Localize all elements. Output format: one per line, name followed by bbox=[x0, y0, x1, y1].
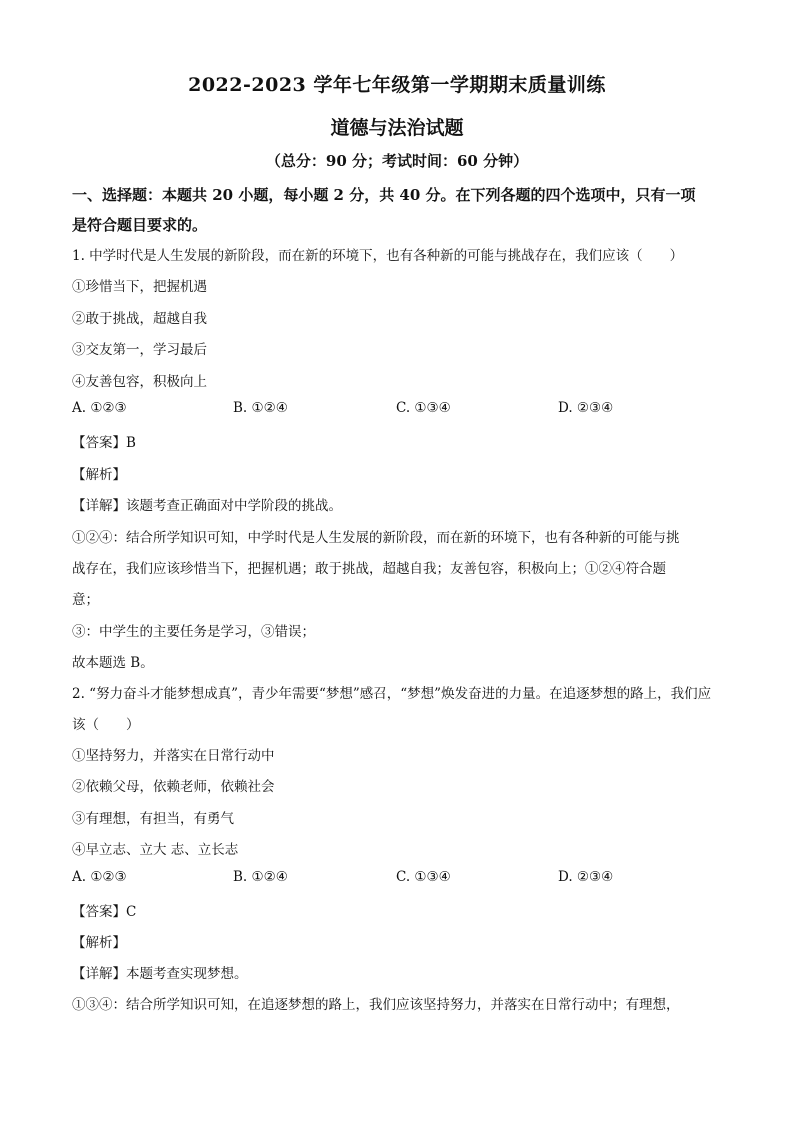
q1-conclusion: 故本题选 B。 bbox=[72, 655, 154, 671]
exam-meta: （总分：90 分；考试时间：60 分钟） bbox=[265, 152, 529, 170]
q2-detail: 【详解】本题考查实现梦想。 bbox=[72, 966, 248, 982]
q1-option-b: B. ①②④ bbox=[233, 400, 288, 416]
q2-item-2: ②依赖父母，依赖老师，依赖社会 bbox=[72, 779, 275, 795]
q1-explanation-4: ③：中学生的主要任务是学习，③错误； bbox=[72, 624, 315, 640]
q1-explanation-1: ①②④：结合所学知识可知，中学时代是人生发展的新阶段，而在新的环境下，也有各种新的可能与挑 bbox=[72, 530, 680, 546]
q1-item-1: ①珍惜当下，把握机遇 bbox=[72, 279, 207, 295]
q2-explanation-1: ①③④：结合所学知识可知，在追逐梦想的路上，我们应该坚持努力，并落实在日常行动中；有理想， bbox=[72, 997, 680, 1013]
q2-option-d: D. ②③④ bbox=[558, 869, 614, 885]
q1-analysis-label: 【解析】 bbox=[72, 467, 126, 483]
q1-option-d: D. ②③④ bbox=[558, 400, 614, 416]
subject-title: 道德与法治试题 bbox=[330, 117, 464, 139]
exam-title: 2022-2023 学年七年级第一学期期末质量训练 bbox=[188, 74, 606, 96]
q1-item-2: ②敢于挑战，超越自我 bbox=[72, 311, 207, 327]
q1-option-c: C. ①③④ bbox=[396, 400, 451, 416]
q2-option-b: B. ①②④ bbox=[233, 869, 288, 885]
q1-option-a: A. ①②③ bbox=[72, 400, 127, 416]
q2-item-4: ④早立志、立大 志、立长志 bbox=[72, 842, 239, 858]
section-heading-line-1: 一、选择题：本题共 20 小题，每小题 2 分，共 40 分。在下列各题的四个选项中，只有一项 bbox=[72, 186, 696, 204]
q1-explanation-2: 战存在，我们应该珍惜当下，把握机遇；敢于挑战，超越自我；友善包容，积极向上；①②④符合题 bbox=[72, 561, 666, 577]
q1-item-4: ④友善包容，积极向上 bbox=[72, 374, 207, 390]
q2-stem-1: 2. “努力奋斗才能梦想成真”，青少年需要“梦想”感召，“梦想”焕发奋进的力量。在追逐梦想的路上，我们应 bbox=[72, 686, 712, 702]
section-heading-line-2: 是符合题目要求的。 bbox=[72, 216, 208, 234]
q1-answer: 【答案】B bbox=[72, 435, 136, 451]
q1-item-3: ③交友第一，学习最后 bbox=[72, 342, 207, 358]
q2-item-3: ③有理想，有担当，有勇气 bbox=[72, 811, 234, 827]
q1-explanation-3: 意； bbox=[72, 592, 99, 608]
q2-item-1: ①坚持努力，并落实在日常行动中 bbox=[72, 748, 275, 764]
q2-analysis-label: 【解析】 bbox=[72, 935, 126, 951]
q2-option-a: A. ①②③ bbox=[72, 869, 127, 885]
q2-answer: 【答案】C bbox=[72, 904, 137, 920]
q1-stem: 1. 中学时代是人生发展的新阶段，而在新的环境下，也有各种新的可能与挑战存在，我们应该（ ） bbox=[72, 248, 684, 264]
q1-detail: 【详解】该题考查正确面对中学阶段的挑战。 bbox=[72, 498, 342, 514]
section-heading bbox=[72, 180, 732, 240]
q2-stem-2: 该（ ） bbox=[72, 717, 140, 733]
q2-option-c: C. ①③④ bbox=[396, 869, 451, 885]
